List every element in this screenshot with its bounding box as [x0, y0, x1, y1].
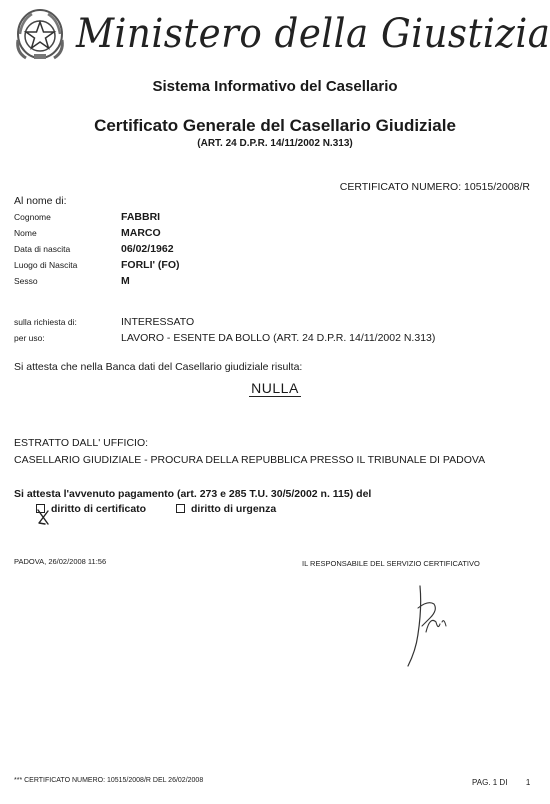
payment-statement: Si attesta l'avvenuto pagamento (art. 273 e 285 T.U. 30/5/2002 n. 115) del [14, 488, 372, 500]
urgency-fee-checkbox [176, 504, 185, 513]
handwritten-check-mark-icon [36, 508, 50, 526]
page-total: 1 [525, 778, 531, 787]
page-label: PAG. 1 DI [472, 778, 508, 787]
extract-office: CASELLARIO GIUDIZIALE - PROCURA DELLA REPUBBLICA PRESSO IL TRIBUNALE DI PADOVA [14, 454, 486, 466]
birthdate-value: 06/02/1962 [121, 243, 174, 255]
urgency-fee-option [176, 503, 276, 515]
place-date: PADOVA, 26/02/2008 11:56 [14, 557, 107, 566]
use-label: per uso: [14, 333, 45, 343]
extract-heading: ESTRATTO DALL' UFFICIO: [14, 437, 149, 449]
certificate-fee-label: diritto di certificato [51, 503, 147, 515]
name-value: MARCO [121, 227, 161, 239]
attestation-text: Si attesta che nella Banca dati del Casellario giudiziale risulta: [14, 361, 303, 373]
use-value: LAVORO - ESENTE DA BOLLO (ART. 24 D.P.R. 14/11/2002 N.313) [121, 332, 436, 344]
result-text: NULLA [251, 380, 299, 396]
system-title: Sistema Informativo del Casellario [152, 78, 398, 95]
certificate-title: Certificato Generale del Casellario Giudiziale [94, 116, 456, 135]
handwritten-signature [400, 578, 460, 670]
certificate-number: CERTIFICATO NUMERO: 10515/2008/R [339, 181, 530, 193]
result-value [0, 380, 550, 396]
certificate-fee-option [36, 503, 146, 515]
ministry-title: Ministero della Giustizia [76, 11, 550, 57]
birthdate-label: Data di nascita [14, 244, 71, 254]
subject-intro: Al nome di: [14, 195, 67, 207]
birthplace-label: Luogo di Nascita [14, 260, 78, 270]
footer-certificate-reference: *** CERTIFICATO NUMERO: 10515/2008/R DEL 26/02/2008 [14, 777, 204, 784]
italian-republic-emblem-icon [12, 4, 68, 62]
certificate-reference: (ART. 24 D.P.R. 14/11/2002 N.313) [197, 138, 353, 149]
surname-value: FABBRI [121, 211, 161, 223]
page-indicator [472, 778, 530, 787]
birthplace-value: FORLI' (FO) [121, 259, 180, 271]
urgency-fee-label: diritto di urgenza [191, 503, 277, 515]
requested-by-label: sulla richiesta di: [14, 317, 77, 327]
sex-value: M [121, 275, 130, 287]
sex-label: Sesso [14, 276, 38, 286]
surname-label: Cognome [14, 212, 51, 222]
responsible-title: IL RESPONSABILE DEL SERVIZIO CERTIFICATIVO [302, 559, 480, 568]
requested-by-value: INTERESSATO [121, 316, 195, 328]
name-label: Nome [14, 228, 37, 238]
